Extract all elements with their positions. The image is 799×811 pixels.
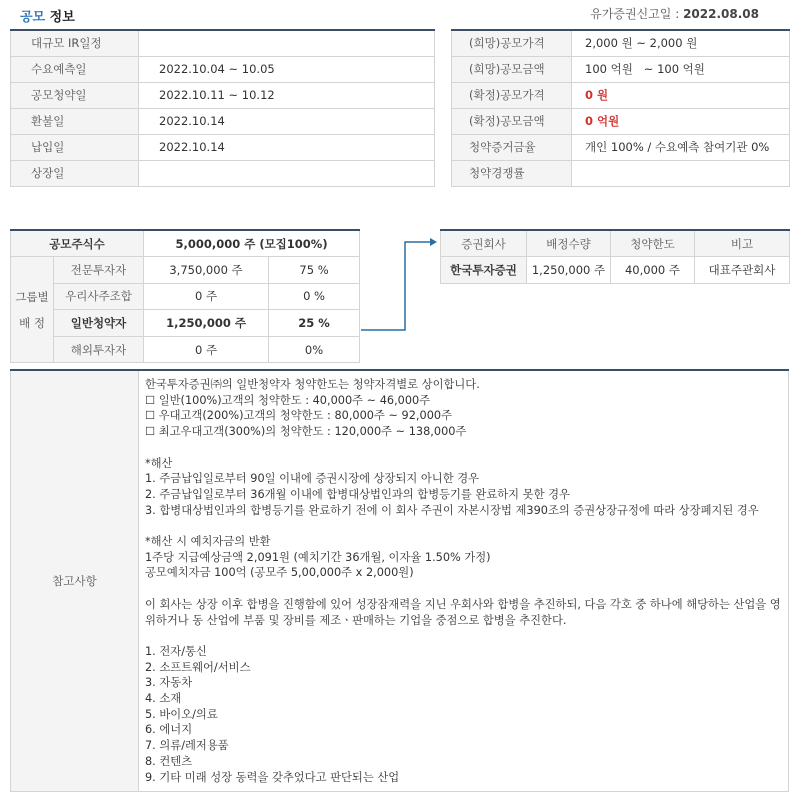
table-row — [11, 56, 435, 82]
table-row — [11, 370, 789, 792]
pricing-label: 청약증거금율 — [452, 134, 572, 160]
allocation-pct: 0 % — [269, 283, 360, 310]
investor-type: 해외투자자 — [54, 336, 144, 363]
table-row — [11, 30, 435, 56]
table-row — [452, 56, 790, 82]
schedule-label: 환불일 — [11, 108, 139, 134]
note-line: 3. 합병대상법인과의 합병등기를 완료하기 전에 이 회사 주권이 자본시장법 제390조의 증권상장규정에 따라 상장폐지된 경우 — [145, 503, 759, 517]
pricing-label: (희망)공모금액 — [452, 56, 572, 82]
note-line — [145, 628, 784, 644]
pricing-label: (확정)공모금액 — [452, 108, 572, 134]
broker-limit: 40,000 주 — [611, 257, 695, 284]
group-label-line1: 그룹별 — [15, 289, 49, 304]
notes-label: 참고사항 — [11, 370, 139, 792]
pricing-value: 100 억원 ~ 100 억원 — [572, 56, 790, 82]
broker-name: 한국투자증권 — [441, 257, 527, 284]
note-line: 3. 자동차 — [145, 676, 193, 690]
note-line: 1. 전자/통신 — [145, 644, 207, 658]
table-row — [11, 134, 435, 160]
schedule-value — [139, 160, 435, 186]
note-line: 2. 소프트웨어/서비스 — [145, 660, 251, 674]
schedule-label: 상장일 — [11, 160, 139, 186]
note-line: ☐ 우대고객(200%)고객의 청약한도 : 80,000주 ~ 92,000주 — [145, 409, 452, 423]
schedule-table — [10, 29, 435, 187]
note-line: 8. 컨텐츠 — [145, 754, 193, 768]
table-row — [11, 336, 360, 363]
broker-col-header: 청약한도 — [611, 230, 695, 257]
note-line: 4. 소재 — [145, 692, 182, 705]
note-line: 1. 주금납입일로부터 90일 이내에 증권시장에 상장되지 아니한 경우 — [145, 472, 480, 486]
note-line: ☐ 최고우대고객(300%)의 청약한도 : 120,000주 ~ 138,000주 — [145, 425, 467, 439]
allocation-qty: 1,250,000 주 — [144, 310, 269, 337]
table-row — [452, 30, 790, 56]
schedule-label: 공모청약일 — [11, 82, 139, 108]
allocation-pct: 75 % — [269, 257, 360, 284]
schedule-value: 2022.10.14 — [139, 134, 435, 160]
pricing-value: 0 원 — [572, 82, 790, 108]
allocation-qty: 0 주 — [144, 283, 269, 310]
table-row — [452, 134, 790, 160]
table-row — [452, 108, 790, 134]
schedule-value: 2022.10.04 ~ 10.05 — [139, 56, 435, 82]
pricing-value: 2,000 원 ~ 2,000 원 — [572, 30, 790, 56]
notes-table — [10, 369, 789, 792]
filing-date — [590, 5, 759, 22]
pricing-label: (확정)공모가격 — [452, 82, 572, 108]
pricing-table — [451, 29, 790, 187]
schedule-label: 대규모 IR일정 — [11, 30, 139, 56]
total-shares-label: 공모주식수 — [11, 230, 144, 257]
table-header-row — [441, 230, 790, 257]
note-line: 1주당 지급예상금액 2,091원 (예치기간 36개월, 이자율 1.50% 가정) — [145, 550, 491, 564]
notes-content — [139, 370, 789, 792]
note-line: 6. 에너지 — [145, 723, 193, 737]
note-line: 한국투자증권㈜의 일반청약자 청약한도는 청약자격별로 상이합니다. — [145, 378, 480, 391]
note-line: 공모예치자금 100억 (공모주 5,00,000주 x 2,000원) — [145, 566, 414, 580]
note-line: 2. 주금납입일로부터 36개월 이내에 합병대상법인과의 합병등기를 완료하지 못한 경우 — [145, 487, 570, 501]
table-row — [11, 82, 435, 108]
pricing-value: 개인 100% / 수요예측 참여기관 0% — [572, 134, 790, 160]
schedule-value — [139, 30, 435, 56]
note-line: *해산 — [145, 456, 173, 470]
pricing-label: 청약경쟁률 — [452, 160, 572, 186]
allocation-qty: 0 주 — [144, 336, 269, 363]
total-shares-value: 5,000,000 주 (모집100%) — [144, 230, 360, 257]
investor-type: 일반청약자 — [54, 310, 144, 337]
note-line: 이 회사는 상장 이후 합병을 진행함에 있어 성장잠재력을 지닌 우회사와 합병을 추진하되, 다음 각호 중 하나에 해당하는 산업을 영위하거나 동 산업에 부품 및 장비를 제조ㆍ판매하는 기업을 중점으로 합병을 추진한다. — [145, 597, 781, 627]
pricing-value — [572, 160, 790, 186]
table-row — [11, 310, 360, 337]
broker-table — [440, 229, 790, 284]
filing-date-label: 유가증권신고일 : — [590, 7, 684, 21]
table-row — [11, 160, 435, 186]
filing-date-value: 2022.08.08 — [683, 7, 759, 21]
table-row — [11, 230, 360, 257]
schedule-value: 2022.10.14 — [139, 108, 435, 134]
broker-allocation: 1,250,000 주 — [527, 257, 611, 284]
allocation-pct: 25 % — [269, 310, 360, 337]
schedule-value: 2022.10.11 ~ 10.12 — [139, 82, 435, 108]
share-allocation-table — [10, 229, 360, 363]
table-row — [452, 160, 790, 186]
broker-col-header: 배정수량 — [527, 230, 611, 257]
note-line: ☐ 일반(100%)고객의 청약한도 : 40,000주 ~ 46,000주 — [145, 393, 431, 407]
table-row — [11, 283, 360, 310]
schedule-label: 수요예측일 — [11, 56, 139, 82]
broker-note: 대표주관회사 — [695, 257, 790, 284]
investor-type: 우리사주조합 — [54, 283, 144, 310]
note-line — [145, 440, 784, 456]
table-row — [441, 257, 790, 284]
note-line — [145, 518, 784, 534]
note-line: 7. 의류/레저용품 — [145, 739, 229, 753]
table-row — [452, 82, 790, 108]
table-row — [11, 108, 435, 134]
note-line — [145, 581, 784, 597]
broker-col-header: 비고 — [695, 230, 790, 257]
note-line: 5. 바이오/의료 — [145, 707, 218, 721]
section-title-rest: 정보 — [45, 10, 75, 25]
broker-col-header: 증권회사 — [441, 230, 527, 257]
schedule-label: 납입일 — [11, 134, 139, 160]
note-line: 9. 기타 미래 성장 동력을 갖추었다고 판단되는 산업 — [145, 770, 400, 784]
pricing-label: (희망)공모가격 — [452, 30, 572, 56]
allocation-pct: 0% — [269, 336, 360, 363]
table-row — [11, 257, 360, 284]
pricing-value: 0 억원 — [572, 108, 790, 134]
group-allocation-label — [11, 257, 54, 363]
section-title — [20, 6, 75, 25]
note-line: *해산 시 예치자금의 반환 — [145, 535, 271, 548]
section-title-accent: 공모 — [20, 10, 46, 25]
allocation-qty: 3,750,000 주 — [144, 257, 269, 284]
group-label-line2: 배 정 — [19, 315, 45, 330]
investor-type: 전문투자자 — [54, 257, 144, 284]
